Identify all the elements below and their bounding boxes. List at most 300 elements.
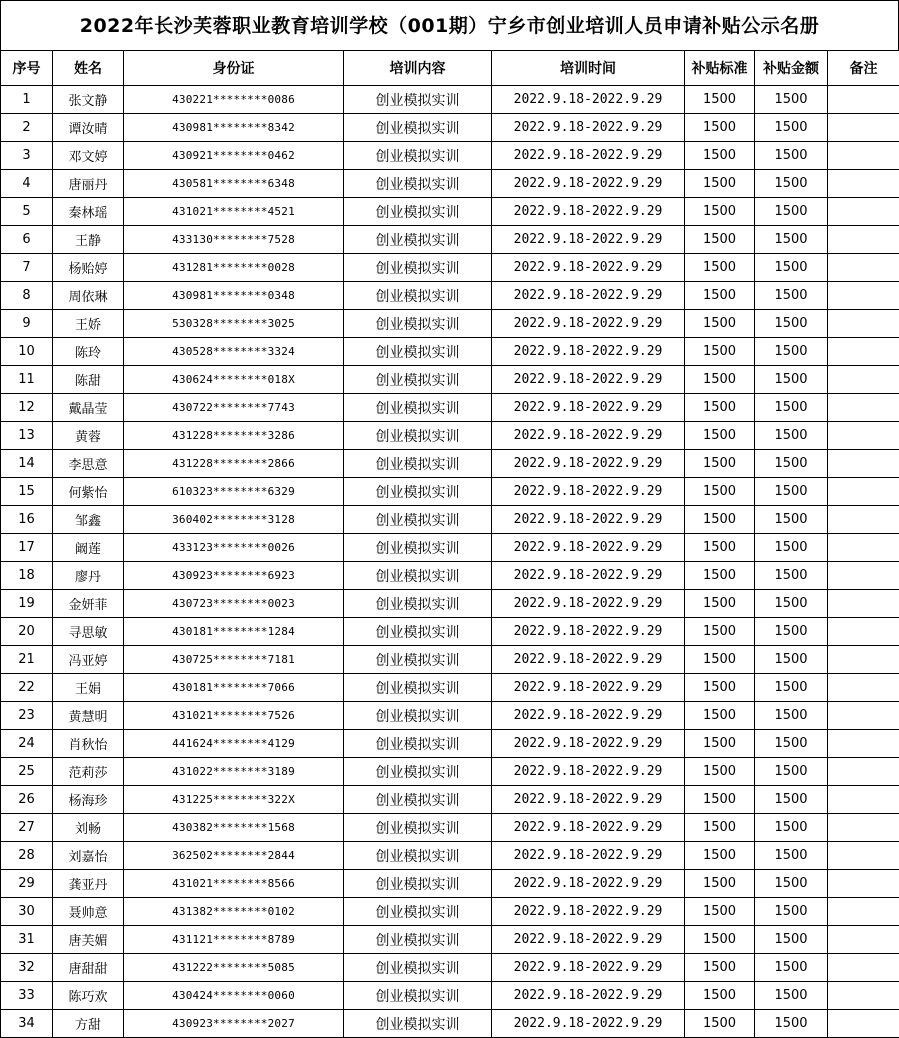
cell-id: 430528********3324 (124, 338, 344, 366)
cell-note (828, 170, 899, 198)
cell-amount: 1500 (755, 198, 828, 226)
cell-note (828, 506, 899, 534)
cell-name: 聂帅意 (53, 898, 124, 926)
cell-seq: 14 (1, 450, 53, 478)
cell-seq: 1 (1, 86, 53, 114)
cell-course: 创业模拟实训 (344, 842, 492, 870)
cell-standard: 1500 (685, 450, 755, 478)
table-row (1, 618, 899, 646)
cell-time: 2022.9.18-2022.9.29 (492, 506, 685, 534)
cell-time: 2022.9.18-2022.9.29 (492, 562, 685, 590)
table-row (1, 226, 899, 254)
cell-id: 430581********6348 (124, 170, 344, 198)
table-row (1, 170, 899, 198)
cell-time: 2022.9.18-2022.9.29 (492, 422, 685, 450)
table-row (1, 506, 899, 534)
cell-note (828, 842, 899, 870)
table-row (1, 814, 899, 842)
cell-course: 创业模拟实训 (344, 394, 492, 422)
cell-id: 530328********3025 (124, 310, 344, 338)
cell-amount: 1500 (755, 506, 828, 534)
cell-seq: 29 (1, 870, 53, 898)
cell-amount: 1500 (755, 478, 828, 506)
cell-seq: 26 (1, 786, 53, 814)
cell-id: 430923********6923 (124, 562, 344, 590)
cell-name: 廖丹 (53, 562, 124, 590)
cell-time: 2022.9.18-2022.9.29 (492, 394, 685, 422)
cell-standard: 1500 (685, 814, 755, 842)
cell-note (828, 982, 899, 1010)
cell-amount: 1500 (755, 226, 828, 254)
cell-amount: 1500 (755, 450, 828, 478)
cell-seq: 3 (1, 142, 53, 170)
cell-id: 430382********1568 (124, 814, 344, 842)
cell-standard: 1500 (685, 254, 755, 282)
cell-standard: 1500 (685, 786, 755, 814)
cell-amount: 1500 (755, 814, 828, 842)
cell-seq: 24 (1, 730, 53, 758)
cell-standard: 1500 (685, 562, 755, 590)
cell-course: 创业模拟实训 (344, 786, 492, 814)
cell-name: 李思意 (53, 450, 124, 478)
cell-amount: 1500 (755, 646, 828, 674)
cell-time: 2022.9.18-2022.9.29 (492, 478, 685, 506)
header-row (1, 51, 899, 86)
cell-name: 王静 (53, 226, 124, 254)
cell-amount: 1500 (755, 590, 828, 618)
cell-note (828, 534, 899, 562)
cell-seq: 18 (1, 562, 53, 590)
cell-time: 2022.9.18-2022.9.29 (492, 226, 685, 254)
cell-id: 430923********2027 (124, 1010, 344, 1038)
cell-course: 创业模拟实训 (344, 310, 492, 338)
cell-course: 创业模拟实训 (344, 590, 492, 618)
cell-amount: 1500 (755, 898, 828, 926)
cell-course: 创业模拟实训 (344, 1010, 492, 1038)
cell-name: 唐芙媚 (53, 926, 124, 954)
cell-seq: 9 (1, 310, 53, 338)
cell-id: 431021********8566 (124, 870, 344, 898)
cell-seq: 4 (1, 170, 53, 198)
header-seq: 序号 (1, 51, 53, 86)
table-row (1, 870, 899, 898)
table-row (1, 198, 899, 226)
cell-standard: 1500 (685, 702, 755, 730)
cell-standard: 1500 (685, 142, 755, 170)
cell-amount: 1500 (755, 170, 828, 198)
cell-note (828, 282, 899, 310)
cell-amount: 1500 (755, 1010, 828, 1038)
cell-id: 433123********0026 (124, 534, 344, 562)
cell-note (828, 590, 899, 618)
cell-id: 430981********8342 (124, 114, 344, 142)
cell-course: 创业模拟实训 (344, 730, 492, 758)
cell-name: 唐甜甜 (53, 954, 124, 982)
cell-course: 创业模拟实训 (344, 562, 492, 590)
table-row (1, 114, 899, 142)
cell-name: 寻思敏 (53, 618, 124, 646)
cell-standard: 1500 (685, 478, 755, 506)
cell-name: 王娟 (53, 674, 124, 702)
cell-time: 2022.9.18-2022.9.29 (492, 758, 685, 786)
cell-id: 431222********5085 (124, 954, 344, 982)
cell-id: 431022********3189 (124, 758, 344, 786)
cell-standard: 1500 (685, 926, 755, 954)
cell-time: 2022.9.18-2022.9.29 (492, 198, 685, 226)
cell-name: 唐丽丹 (53, 170, 124, 198)
cell-seq: 12 (1, 394, 53, 422)
cell-time: 2022.9.18-2022.9.29 (492, 898, 685, 926)
cell-name: 陈甜 (53, 366, 124, 394)
cell-name: 周依琳 (53, 282, 124, 310)
cell-name: 冯亚婷 (53, 646, 124, 674)
cell-seq: 31 (1, 926, 53, 954)
table-row (1, 926, 899, 954)
cell-standard: 1500 (685, 86, 755, 114)
cell-seq: 28 (1, 842, 53, 870)
cell-time: 2022.9.18-2022.9.29 (492, 814, 685, 842)
cell-course: 创业模拟实训 (344, 870, 492, 898)
table-row (1, 478, 899, 506)
cell-note (828, 646, 899, 674)
cell-amount: 1500 (755, 534, 828, 562)
cell-id: 431228********3286 (124, 422, 344, 450)
cell-seq: 23 (1, 702, 53, 730)
cell-name: 黄慧明 (53, 702, 124, 730)
cell-amount: 1500 (755, 786, 828, 814)
cell-id: 430722********7743 (124, 394, 344, 422)
cell-time: 2022.9.18-2022.9.29 (492, 450, 685, 478)
table-row (1, 310, 899, 338)
cell-course: 创业模拟实训 (344, 534, 492, 562)
cell-note (828, 870, 899, 898)
cell-course: 创业模拟实训 (344, 366, 492, 394)
cell-seq: 6 (1, 226, 53, 254)
cell-seq: 19 (1, 590, 53, 618)
cell-note (828, 702, 899, 730)
cell-course: 创业模拟实训 (344, 702, 492, 730)
table-row (1, 282, 899, 310)
cell-name: 范莉莎 (53, 758, 124, 786)
cell-name: 肖秋怡 (53, 730, 124, 758)
cell-note (828, 366, 899, 394)
cell-id: 431281********0028 (124, 254, 344, 282)
cell-seq: 21 (1, 646, 53, 674)
cell-time: 2022.9.18-2022.9.29 (492, 310, 685, 338)
cell-name: 邓文婷 (53, 142, 124, 170)
cell-course: 创业模拟实训 (344, 254, 492, 282)
table-row (1, 898, 899, 926)
cell-seq: 7 (1, 254, 53, 282)
cell-id: 362502********2844 (124, 842, 344, 870)
cell-time: 2022.9.18-2022.9.29 (492, 86, 685, 114)
cell-course: 创业模拟实训 (344, 478, 492, 506)
cell-course: 创业模拟实训 (344, 898, 492, 926)
cell-standard: 1500 (685, 394, 755, 422)
cell-time: 2022.9.18-2022.9.29 (492, 646, 685, 674)
cell-name: 刘嘉怡 (53, 842, 124, 870)
cell-amount: 1500 (755, 982, 828, 1010)
cell-name: 邹鑫 (53, 506, 124, 534)
table-row (1, 590, 899, 618)
cell-standard: 1500 (685, 338, 755, 366)
cell-id: 430624********018X (124, 366, 344, 394)
table-row (1, 254, 899, 282)
cell-time: 2022.9.18-2022.9.29 (492, 170, 685, 198)
table-row (1, 1010, 899, 1038)
cell-standard: 1500 (685, 226, 755, 254)
cell-amount: 1500 (755, 394, 828, 422)
cell-time: 2022.9.18-2022.9.29 (492, 786, 685, 814)
table-row (1, 394, 899, 422)
cell-standard: 1500 (685, 730, 755, 758)
cell-note (828, 898, 899, 926)
cell-amount: 1500 (755, 674, 828, 702)
header-time: 培训时间 (492, 51, 685, 86)
cell-id: 360402********3128 (124, 506, 344, 534)
cell-note (828, 786, 899, 814)
cell-name: 刘畅 (53, 814, 124, 842)
cell-name: 金妍菲 (53, 590, 124, 618)
table-row (1, 562, 899, 590)
cell-id: 431382********0102 (124, 898, 344, 926)
cell-seq: 25 (1, 758, 53, 786)
header-standard: 补贴标准 (685, 51, 755, 86)
header-name: 姓名 (53, 51, 124, 86)
cell-amount: 1500 (755, 338, 828, 366)
header-amount: 补贴金额 (755, 51, 828, 86)
table-row (1, 422, 899, 450)
cell-amount: 1500 (755, 702, 828, 730)
table-row (1, 674, 899, 702)
cell-time: 2022.9.18-2022.9.29 (492, 590, 685, 618)
cell-standard: 1500 (685, 758, 755, 786)
page-title: 2022年长沙芙蓉职业教育培训学校（001期）宁乡市创业培训人员申请补贴公示名册 (0, 0, 899, 50)
cell-standard: 1500 (685, 954, 755, 982)
cell-seq: 27 (1, 814, 53, 842)
cell-standard: 1500 (685, 534, 755, 562)
cell-standard: 1500 (685, 114, 755, 142)
cell-seq: 2 (1, 114, 53, 142)
cell-standard: 1500 (685, 842, 755, 870)
cell-note (828, 338, 899, 366)
cell-name: 秦林瑶 (53, 198, 124, 226)
cell-id: 431225********322X (124, 786, 344, 814)
cell-time: 2022.9.18-2022.9.29 (492, 366, 685, 394)
cell-name: 王娇 (53, 310, 124, 338)
cell-amount: 1500 (755, 562, 828, 590)
cell-standard: 1500 (685, 282, 755, 310)
cell-id: 430181********7066 (124, 674, 344, 702)
cell-amount: 1500 (755, 730, 828, 758)
cell-name: 陈玲 (53, 338, 124, 366)
cell-time: 2022.9.18-2022.9.29 (492, 982, 685, 1010)
cell-seq: 5 (1, 198, 53, 226)
cell-course: 创业模拟实训 (344, 618, 492, 646)
cell-time: 2022.9.18-2022.9.29 (492, 702, 685, 730)
cell-amount: 1500 (755, 86, 828, 114)
cell-course: 创业模拟实训 (344, 450, 492, 478)
table-row (1, 758, 899, 786)
cell-id: 430921********0462 (124, 142, 344, 170)
cell-course: 创业模拟实训 (344, 114, 492, 142)
cell-name: 戴晶莹 (53, 394, 124, 422)
cell-amount: 1500 (755, 842, 828, 870)
table-row (1, 646, 899, 674)
cell-standard: 1500 (685, 982, 755, 1010)
table-row (1, 338, 899, 366)
cell-course: 创业模拟实训 (344, 954, 492, 982)
table-row (1, 534, 899, 562)
cell-amount: 1500 (755, 142, 828, 170)
cell-time: 2022.9.18-2022.9.29 (492, 730, 685, 758)
table-row (1, 142, 899, 170)
cell-course: 创业模拟实训 (344, 814, 492, 842)
cell-note (828, 226, 899, 254)
cell-amount: 1500 (755, 926, 828, 954)
cell-name: 杨贻婷 (53, 254, 124, 282)
cell-note (828, 394, 899, 422)
cell-seq: 20 (1, 618, 53, 646)
cell-amount: 1500 (755, 366, 828, 394)
cell-standard: 1500 (685, 590, 755, 618)
cell-standard: 1500 (685, 898, 755, 926)
table-row (1, 786, 899, 814)
cell-note (828, 86, 899, 114)
cell-name: 陈巧欢 (53, 982, 124, 1010)
cell-seq: 16 (1, 506, 53, 534)
cell-note (828, 926, 899, 954)
cell-time: 2022.9.18-2022.9.29 (492, 954, 685, 982)
cell-name: 杨海珍 (53, 786, 124, 814)
cell-course: 创业模拟实训 (344, 422, 492, 450)
cell-seq: 15 (1, 478, 53, 506)
cell-amount: 1500 (755, 422, 828, 450)
cell-seq: 22 (1, 674, 53, 702)
cell-name: 阚莲 (53, 534, 124, 562)
cell-course: 创业模拟实训 (344, 142, 492, 170)
cell-standard: 1500 (685, 646, 755, 674)
cell-id: 430725********7181 (124, 646, 344, 674)
cell-name: 龚亚丹 (53, 870, 124, 898)
cell-note (828, 198, 899, 226)
cell-amount: 1500 (755, 870, 828, 898)
cell-course: 创业模拟实训 (344, 282, 492, 310)
cell-id: 430221********0086 (124, 86, 344, 114)
cell-note (828, 954, 899, 982)
cell-time: 2022.9.18-2022.9.29 (492, 534, 685, 562)
table-row (1, 954, 899, 982)
cell-standard: 1500 (685, 674, 755, 702)
table-row (1, 450, 899, 478)
cell-name: 何紫怡 (53, 478, 124, 506)
cell-id: 441624********4129 (124, 730, 344, 758)
cell-note (828, 618, 899, 646)
cell-standard: 1500 (685, 310, 755, 338)
cell-id: 430981********0348 (124, 282, 344, 310)
cell-note (828, 478, 899, 506)
cell-course: 创业模拟实训 (344, 86, 492, 114)
cell-name: 方甜 (53, 1010, 124, 1038)
cell-course: 创业模拟实训 (344, 926, 492, 954)
cell-course: 创业模拟实训 (344, 758, 492, 786)
cell-note (828, 674, 899, 702)
cell-time: 2022.9.18-2022.9.29 (492, 114, 685, 142)
cell-seq: 32 (1, 954, 53, 982)
cell-id: 431021********7526 (124, 702, 344, 730)
cell-standard: 1500 (685, 422, 755, 450)
cell-standard: 1500 (685, 506, 755, 534)
cell-note (828, 730, 899, 758)
cell-seq: 13 (1, 422, 53, 450)
header-id: 身份证 (124, 51, 344, 86)
cell-seq: 30 (1, 898, 53, 926)
cell-course: 创业模拟实训 (344, 226, 492, 254)
cell-standard: 1500 (685, 870, 755, 898)
cell-note (828, 114, 899, 142)
cell-time: 2022.9.18-2022.9.29 (492, 142, 685, 170)
cell-amount: 1500 (755, 618, 828, 646)
table-row (1, 702, 899, 730)
cell-time: 2022.9.18-2022.9.29 (492, 254, 685, 282)
cell-id: 430181********1284 (124, 618, 344, 646)
cell-amount: 1500 (755, 254, 828, 282)
cell-standard: 1500 (685, 618, 755, 646)
cell-time: 2022.9.18-2022.9.29 (492, 1010, 685, 1038)
table-row (1, 86, 899, 114)
cell-name: 谭汝晴 (53, 114, 124, 142)
table-row (1, 366, 899, 394)
table-row (1, 730, 899, 758)
cell-name: 黄蓉 (53, 422, 124, 450)
cell-time: 2022.9.18-2022.9.29 (492, 870, 685, 898)
cell-course: 创业模拟实训 (344, 506, 492, 534)
cell-note (828, 450, 899, 478)
cell-note (828, 1010, 899, 1038)
cell-id: 431121********8789 (124, 926, 344, 954)
cell-course: 创业模拟实训 (344, 674, 492, 702)
cell-note (828, 562, 899, 590)
cell-id: 610323********6329 (124, 478, 344, 506)
cell-time: 2022.9.18-2022.9.29 (492, 282, 685, 310)
table-row (1, 982, 899, 1010)
cell-course: 创业模拟实训 (344, 338, 492, 366)
cell-id: 430723********0023 (124, 590, 344, 618)
cell-seq: 17 (1, 534, 53, 562)
cell-note (828, 422, 899, 450)
cell-name: 张文静 (53, 86, 124, 114)
cell-time: 2022.9.18-2022.9.29 (492, 618, 685, 646)
cell-time: 2022.9.18-2022.9.29 (492, 338, 685, 366)
cell-course: 创业模拟实训 (344, 646, 492, 674)
cell-id: 431021********4521 (124, 198, 344, 226)
cell-time: 2022.9.18-2022.9.29 (492, 926, 685, 954)
cell-seq: 8 (1, 282, 53, 310)
cell-course: 创业模拟实训 (344, 982, 492, 1010)
cell-standard: 1500 (685, 1010, 755, 1038)
cell-standard: 1500 (685, 366, 755, 394)
cell-amount: 1500 (755, 282, 828, 310)
roster-table (0, 50, 899, 1038)
table-row (1, 842, 899, 870)
cell-id: 431228********2866 (124, 450, 344, 478)
cell-course: 创业模拟实训 (344, 198, 492, 226)
cell-note (828, 142, 899, 170)
cell-seq: 11 (1, 366, 53, 394)
cell-note (828, 310, 899, 338)
cell-seq: 33 (1, 982, 53, 1010)
cell-seq: 10 (1, 338, 53, 366)
